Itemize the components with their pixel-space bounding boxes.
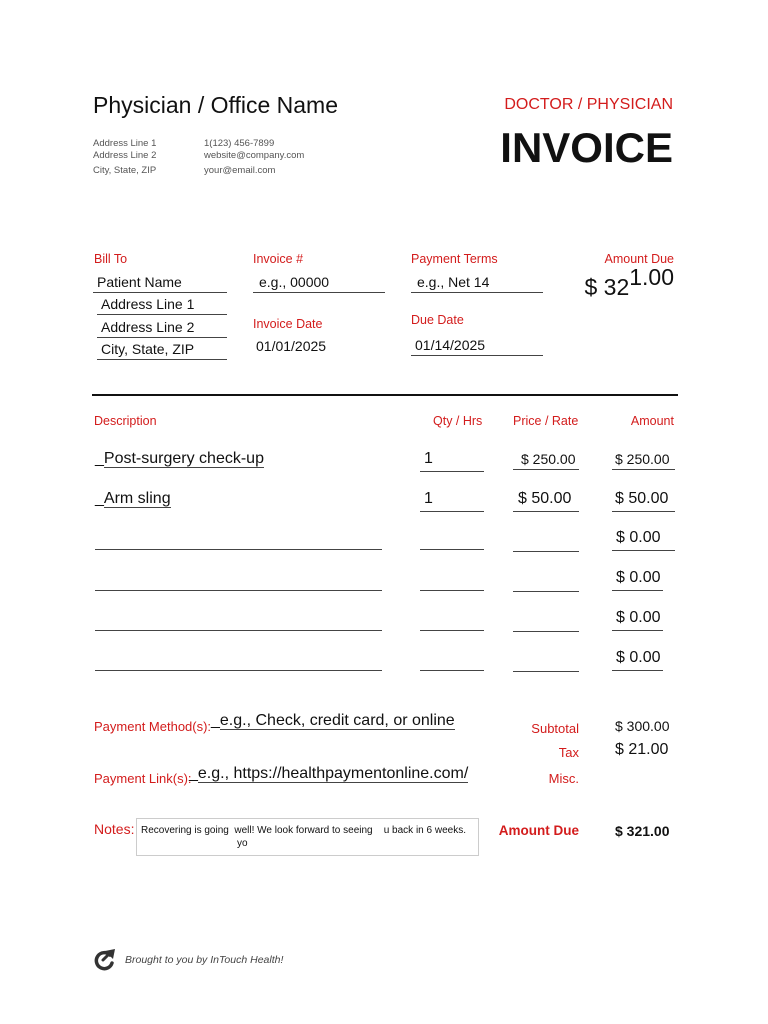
row-4-qty-line[interactable]	[420, 590, 484, 591]
office-name: Physician / Office Name	[93, 92, 339, 118]
notes-label: Notes:	[94, 821, 135, 837]
invoice-date-label: Invoice Date	[253, 317, 323, 331]
payment-link-text: e.g., https://healthpaymentonline.com/	[197, 765, 469, 782]
bill-to-name-field[interactable]: Patient Name	[93, 273, 227, 293]
row-5-qty-line[interactable]	[420, 630, 484, 631]
row-4-price-line[interactable]	[513, 591, 579, 592]
row-1-description-text: Post-surgery check-up	[103, 450, 264, 467]
bill-to-label: Bill To	[94, 252, 128, 266]
document-subtitle: DOCTOR / PHYSICIAN	[504, 96, 673, 113]
notes-text-line-1: Recovering is going well! We look forward to seeing u back in 6 weeks.	[141, 825, 466, 836]
row-2-amount: $ 50.00	[612, 490, 675, 512]
col-header-qty: Qty / Hrs	[433, 414, 483, 428]
row-1-amount: $ 250.00	[612, 450, 675, 470]
row-3-amount: $ 0.00	[612, 529, 675, 551]
row-2-description[interactable]: _Arm sling	[95, 490, 171, 507]
office-website: website@company.com	[204, 150, 305, 161]
misc-label: Misc.	[548, 771, 579, 786]
row-5-description-line[interactable]	[95, 630, 382, 631]
footer-text: Brought to you by InTouch Health!	[125, 954, 284, 966]
payment-method-field[interactable]: _e.g., Check, credit card, or online	[211, 712, 455, 729]
amount-due-header-label: Amount Due	[604, 252, 674, 266]
col-header-price: Price / Rate	[513, 414, 579, 428]
bill-to-city-field[interactable]: City, State, ZIP	[97, 340, 227, 360]
office-address-line-1: Address Line 1	[93, 138, 157, 149]
row-6-amount: $ 0.00	[612, 649, 663, 671]
bill-to-address-2-field[interactable]: Address Line 2	[97, 318, 227, 338]
row-1-qty[interactable]: 1	[420, 450, 484, 472]
office-address-line-2: Address Line 2	[93, 150, 157, 161]
row-5-price-line[interactable]	[513, 631, 579, 632]
row-2-qty[interactable]: 1	[420, 490, 484, 512]
row-3-description-line[interactable]	[95, 549, 382, 550]
amount-due-main: $ 32	[584, 274, 630, 300]
col-header-description: Description	[94, 414, 157, 428]
row-2-description-text: Arm sling	[103, 490, 171, 507]
invoice-number-label: Invoice #	[253, 252, 304, 266]
payment-method-text: e.g., Check, credit card, or online	[219, 712, 455, 729]
invoice-date-field[interactable]: 01/01/2025	[256, 338, 327, 354]
row-6-qty-line[interactable]	[420, 670, 484, 671]
due-date-field[interactable]: 01/14/2025	[411, 336, 543, 356]
row-4-amount: $ 0.00	[612, 569, 663, 591]
amount-due-total-label: Amount Due	[498, 823, 579, 838]
subtotal-value: $ 300.00	[615, 718, 670, 734]
bill-to-address-1-field[interactable]: Address Line 1	[97, 295, 227, 315]
section-divider	[92, 394, 678, 396]
row-5-amount: $ 0.00	[612, 609, 663, 631]
row-6-description-line[interactable]	[95, 670, 382, 671]
notes-box[interactable]	[136, 818, 479, 856]
due-date-label: Due Date	[411, 313, 464, 327]
row-4-description-line[interactable]	[95, 590, 382, 591]
payment-terms-field[interactable]: e.g., Net 14	[411, 273, 543, 293]
payment-method-label: Payment Method(s):	[94, 719, 212, 734]
subtotal-label: Subtotal	[531, 721, 579, 736]
refresh-arrow-icon	[93, 947, 117, 973]
payment-link-label: Payment Link(s):	[94, 771, 192, 786]
office-phone: 1(123) 456-7899	[204, 138, 275, 149]
office-email: your@email.com	[204, 165, 276, 176]
tax-label: Tax	[558, 745, 579, 760]
amount-due-total-value: $ 321.00	[615, 823, 670, 839]
row-3-qty-line[interactable]	[420, 549, 484, 550]
tax-value: $ 21.00	[615, 741, 669, 758]
amount-due-superscript: 1.00	[629, 264, 674, 290]
payment-link-field[interactable]: _e.g., https://healthpaymentonline.com/	[189, 765, 469, 782]
row-6-price-line[interactable]	[513, 671, 579, 672]
payment-terms-label: Payment Terms	[411, 252, 498, 266]
row-1-price[interactable]: $ 250.00	[513, 450, 579, 470]
row-2-price[interactable]: $ 50.00	[513, 490, 579, 512]
notes-text-line-2: yo	[237, 838, 248, 849]
col-header-amount: Amount	[630, 414, 674, 428]
invoice-number-field[interactable]: e.g., 00000	[253, 273, 385, 293]
office-city: City, State, ZIP	[93, 165, 157, 176]
row-3-price-line[interactable]	[513, 551, 579, 552]
amount-due-header-value	[584, 264, 674, 300]
document-title: INVOICE	[500, 124, 673, 171]
row-1-description[interactable]: _Post-surgery check-up	[95, 450, 264, 467]
